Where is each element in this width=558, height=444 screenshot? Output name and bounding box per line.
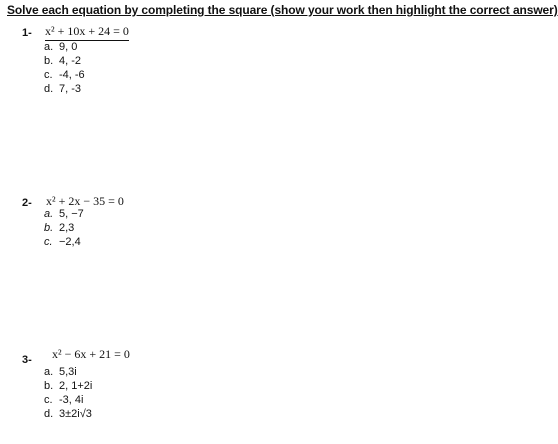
option-letter: a. bbox=[44, 208, 54, 220]
problem-1-option-c[interactable] bbox=[44, 69, 85, 81]
option-letter: b. bbox=[44, 380, 54, 392]
worksheet-title: Solve each equation by completing the square (show your work then highlight the correct answer) bbox=[7, 3, 558, 17]
option-letter: c. bbox=[44, 69, 53, 81]
problem-1-option-d[interactable] bbox=[44, 83, 81, 95]
option-value: 9, 0 bbox=[59, 41, 78, 53]
problem-3-number: 3- bbox=[22, 354, 32, 366]
option-value: 4, -2 bbox=[59, 55, 82, 67]
option-value: -3, 4i bbox=[59, 394, 84, 406]
option-letter: c. bbox=[44, 394, 53, 406]
option-letter: d. bbox=[44, 408, 54, 420]
problem-3-equation: x² − 6x + 21 = 0 bbox=[52, 347, 130, 361]
option-letter: b. bbox=[44, 222, 54, 234]
problem-2-option-a[interactable] bbox=[44, 208, 84, 220]
option-value: 2,3 bbox=[59, 222, 75, 234]
problem-1-option-a[interactable] bbox=[44, 41, 77, 53]
option-value: −2,4 bbox=[59, 236, 81, 248]
problem-1-number: 1- bbox=[22, 27, 32, 39]
option-letter: a. bbox=[44, 41, 54, 53]
option-value: 5,3i bbox=[59, 366, 77, 378]
option-value: 7, -3 bbox=[59, 83, 82, 95]
problem-2-equation: x² + 2x − 35 = 0 bbox=[46, 194, 124, 208]
option-value: -4, -6 bbox=[59, 69, 85, 81]
problem-2-option-b[interactable] bbox=[44, 222, 74, 234]
problem-3-option-a[interactable] bbox=[44, 366, 77, 378]
option-letter: b. bbox=[44, 55, 54, 67]
option-value: 2, 1+2i bbox=[59, 380, 93, 392]
problem-2-option-c[interactable] bbox=[44, 236, 81, 248]
problem-3-option-c[interactable] bbox=[44, 394, 83, 406]
option-letter: d. bbox=[44, 83, 54, 95]
problem-3-option-b[interactable] bbox=[44, 380, 92, 392]
option-letter: c. bbox=[44, 236, 53, 248]
option-value: 5, −7 bbox=[59, 208, 84, 220]
option-value: 3±2i√3 bbox=[59, 408, 92, 420]
problem-3-option-d[interactable] bbox=[44, 408, 92, 420]
problem-1-equation: x² + 10x + 24 = 0 bbox=[45, 24, 129, 41]
problem-2-number: 2- bbox=[22, 197, 32, 209]
option-letter: a. bbox=[44, 366, 54, 378]
problem-1-option-b[interactable] bbox=[44, 55, 81, 67]
